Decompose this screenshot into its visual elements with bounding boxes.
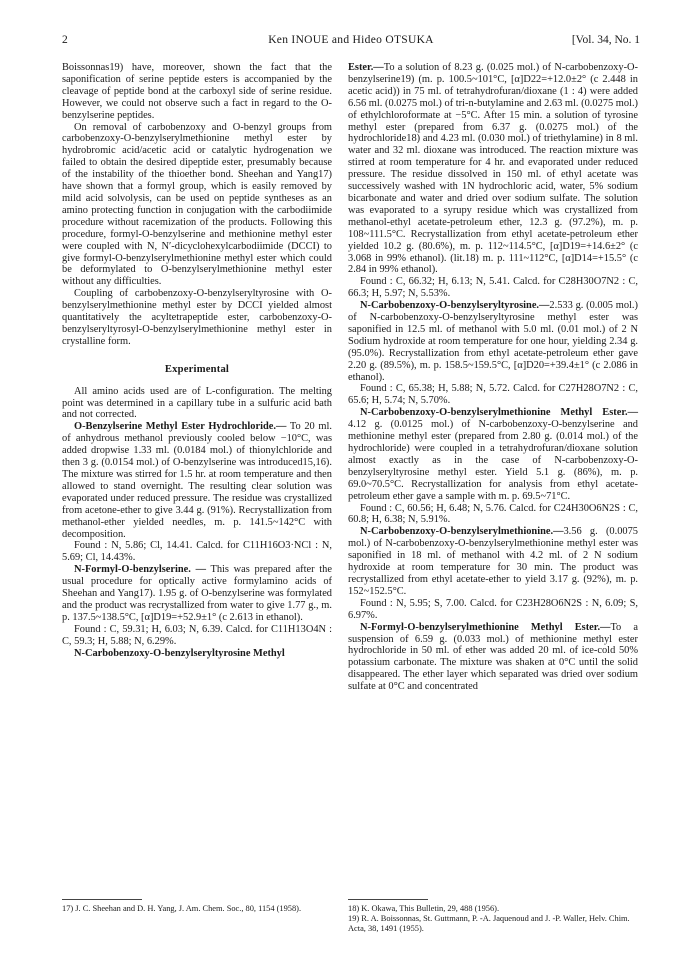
- footnote-divider: [62, 899, 142, 900]
- compound-title: N-Formyl-O-benzylserine. —: [74, 564, 206, 576]
- paragraph-text: 4.12 g. (0.0125 mol.) of N-carbobenzoxy-O-benzylserine and methionine methyl ester (prepared from 2.80 g. (0.014 mol.) of the hydrochloride) were coupled in a tetrahydrofuran/dioxane solution almost exactly as in the case of N-carbobenzoxy-O-benzylseryltyrosine methyl ester. Yield 5.1 g. (86%), m. p. 69.0~70.5°C. Recrystallization for analysis from ethyl acetate-petroleum ether gave a sample with m. p. 69.5~71°C.: [348, 419, 638, 502]
- compound-title: Ester.—: [348, 62, 384, 73]
- paragraph: All amino acids used are of L-configuration. The melting point was determined in a capillary tube in a sulfuric acid bath and not corrected.: [62, 385, 332, 421]
- paragraph: [62, 648, 332, 660]
- volume-info: [Vol. 34, No. 1: [571, 34, 640, 46]
- compound-title: N-Formyl-O-benzylserylmethionine Methyl Ester.—: [360, 621, 611, 633]
- footnotes-left: [62, 904, 332, 914]
- analysis-line: Found : C, 60.56; H, 6.48; N, 5.76. Calcd. for C24H30O6N2S : C, 60.8; H, 6.38; N, 5.91%.: [348, 502, 638, 526]
- compound-title: N-Carbobenzoxy-O-benzylserylmethionine.—: [360, 526, 564, 538]
- paragraph: [348, 300, 638, 383]
- paragraph: [348, 407, 638, 502]
- footnote: 17) J. C. Sheehan and D. H. Yang, J. Am. Chem. Soc., 80, 1154 (1958).: [62, 904, 302, 913]
- paragraph-text: To a suspension of 6.59 g. (0.033 mol.) of methionine methyl ester hydrochloride in 50 ml. of ether was added 20 ml. of ice-cold 50% potassium carbonate. The mixture was shaken at 0°C until the solid disappeared. The ether layer which separated was dried over sodium sulfate at 0°C and concentrated: [348, 621, 639, 693]
- analysis-line: Found : C, 65.38; H, 5.88; N, 5.72. Calcd. for C27H28O7N2 : C, 65.6; H, 5.74; N, 5.70%.: [348, 383, 638, 407]
- paragraph: [348, 62, 638, 276]
- paragraph-text: 2.533 g. (0.005 mol.) of N-carbobenzoxy-O-benzylseryltyrosine methyl ester was saponified in 12.5 ml. of methanol with 5.0 ml. (0.01 mol.) of 2 N Sodium hydroxide at room temperature for one hour, yielding 2.34 g. (95.0%). Recrystallization from ethyl acetate-petroleum ether gave 2.20 g. (89.5%), m. p. 158.5~159.5°C, [α]D20=+39.4±1° (c 2.086 in ethanol).: [348, 300, 638, 383]
- left-column: [62, 62, 332, 660]
- paragraph: [62, 421, 332, 540]
- paragraph: Coupling of carbobenzoxy-O-benzylseryltyrosine with O-benzylserylmethionine methyl ester by DCCI yielded almost quantitatively the acyltetrapeptide ester, carbobenzoxy-O-benzylseryltyrosyl-O-benzylserylmethionine methyl ester in crystalline form.: [62, 288, 332, 347]
- paragraph: [348, 622, 638, 693]
- paragraph: [62, 564, 332, 624]
- footnotes-right: [348, 904, 638, 934]
- footnote-divider: [348, 899, 428, 900]
- paragraph-text: This was prepared after the usual procedure for optically active formylamino acids of Sheehan and Yang17). 1.95 g. of O-benzylserine was formylated and the product was recrystallized from water to give 1.77 g., m. p. 137.5~138.5°C, [α]D19=+52.9±1° (c 2.613 in ethanol).: [62, 564, 332, 623]
- paragraph: Boissonnas19) have, moreover, shown the fact that the saponification of serine peptide esters is accompanied by the cleavage of peptide bond at the carboxyl side of serine residue. However, we could not observe such a fact in regard to the O-benzylserine peptides.: [62, 62, 332, 121]
- compound-title: N-Carbobenzoxy-O-benzylseryltyrosine.—: [360, 300, 550, 312]
- paragraph-text: 3.56 g. (0.0075 mol.) of N-carbobenzoxy-O-benzylserylmethionine methyl ester was saponified in 18 ml. of methanol with 4.2 ml. of 2 N sodium hydroxide at room temperature for 30 min. The product was recrystallized from ethyl acetate-ether to yield 3.17 g. (92%), m. p. 152~152.5°C.: [348, 526, 638, 597]
- analysis-line: Found : C, 66.32; H, 6.13; N, 5.41. Calcd. for C28H30O7N2 : C, 66.3; H, 5.97; N, 5.53%.: [348, 276, 638, 300]
- paragraph-text: To a solution of 8.23 g. (0.025 mol.) of N-carbobenzoxy-O-benzylserine19) (m. p. 100.5~101°C, [α]D22=+12.0±2° (c 2.448 in acetic acid)) in 75 ml. of tetrahydrofuran/dioxane (1 : 4) were added 6.56 ml. (0.0275 mol.) of tri-n-butylamine and 2.63 ml. (0.0275 mol.) of ethylchloroformate at −5°C. After 15 min. a solution of tyrosine methyl ester (prepared from 6.37 g. (0.0275 mol.) of the hydrochloride18) and 4.23 ml. (0.030 mol.) of triethylamine) in 8 ml. water and 32 ml. dioxane was introduced. The reaction mixture was stirred at room temperature for 4 hr. and evaporated under reduced pressure. The residue dissolved in 150 ml. of ethyl acetate was successively washed with 1N hydrochloric acid, water, 5% sodium bicarbonate and water and dried over sodium sulfate. The solution was evaporated to a syrupy residue which was crystallized from methanol-ethyl acetate-petroleum ether, 12.3 g. (97.2%), m. p. 108~111.5°C. Recrystallization from ethyl acetate-petroleum ether yielded 10.2 g. (80.6%), m. p. 112~114.5°C, [α]D19=+14.6±2° (c 3.068 in 99% ethanol). (lit.18) m. p. 111~112°C, [α]D14=+15.5° (c 2.84 in 99% ethanol).: [348, 62, 638, 276]
- compound-title: N-Carbobenzoxy-O-benzylserylmethionine Methyl Ester.—: [360, 407, 638, 419]
- analysis-line: Found : N, 5.86; Cl, 14.41. Calcd. for C11H16O3·NCl : N, 5.69; Cl, 14.43%.: [62, 540, 332, 564]
- footnote: 19) R. A. Boissonnas, St. Guttmann, P. -A. Jaquenoud and J. -P. Waller, Helv. Chim. Acta, 38, 1491 (1955).: [348, 914, 630, 933]
- page-number: 2: [62, 34, 68, 46]
- paragraph: On removal of carbobenzoxy and O-benzyl groups from carbobenzoxy-O-benzylserylmethionine methyl ester by hydrobromic acid/acetic acid or catalytic hydrogenation we failed to obtain the desired dipeptide ester, presumably because of the instability of the thioether bond. Sheehan and Yang17) have shown that a formyl group, which is easily removed by mild acid solvolysis, can be used on peptide syntheses as an amino protecting function in conjugation with the carbodiimide procedure without racemization of the products. Following this procedure, formyl-O-benzylserine and methionine methyl ester were coupled with N, N′-dicyclohexylcarbodiimide (DCCI) to give formyl-O-benzylserylmethionine methyl ester which could be deformylated to O-benzylserylmethionine methyl ester without any difficulties.: [62, 121, 332, 288]
- paragraph: [348, 526, 638, 597]
- compound-title: O-Benzylserine Methyl Ester Hydrochloride.—: [74, 421, 287, 433]
- footnote: 18) K. Okawa, This Bulletin, 29, 488 (1956).: [348, 904, 500, 913]
- paragraph-text: To 20 ml. of anhydrous methanol previously cooled below −10°C, was added dropwise 1.33 ml. (0.0184 mol.) of thionylchloride and then 3 g. (0.0154 mol.) of O-benzylserine was introduced15,16). The mixture was stirred for 1.5 hr. at room temperature and then allowed to stand overnight. The resulting clear solution was evaporated under reduced pressure. The residue was crystallized from acetone-ether to give 3.44 g. (91%). Recrystallization from methanol-ether yielded needles, m. p. 141.5~142°C with decomposition.: [62, 421, 332, 540]
- analysis-line: Found : C, 59.31; H, 6.03; N, 6.39. Calcd. for C11H13O4N : C, 59.3; H, 5.88; N, 6.29%.: [62, 623, 332, 647]
- page-header: [62, 34, 640, 50]
- compound-title: N-Carbobenzoxy-O-benzylseryltyrosine Methyl: [74, 647, 285, 659]
- section-heading: Experimental: [164, 363, 230, 375]
- analysis-line: Found : N, 5.95; S, 7.00. Calcd. for C23H28O6N2S : N, 6.09; S, 6.97%.: [348, 597, 638, 621]
- running-authors: Ken INOUE and Hideo OTSUKA: [268, 34, 434, 46]
- right-column: [348, 62, 638, 693]
